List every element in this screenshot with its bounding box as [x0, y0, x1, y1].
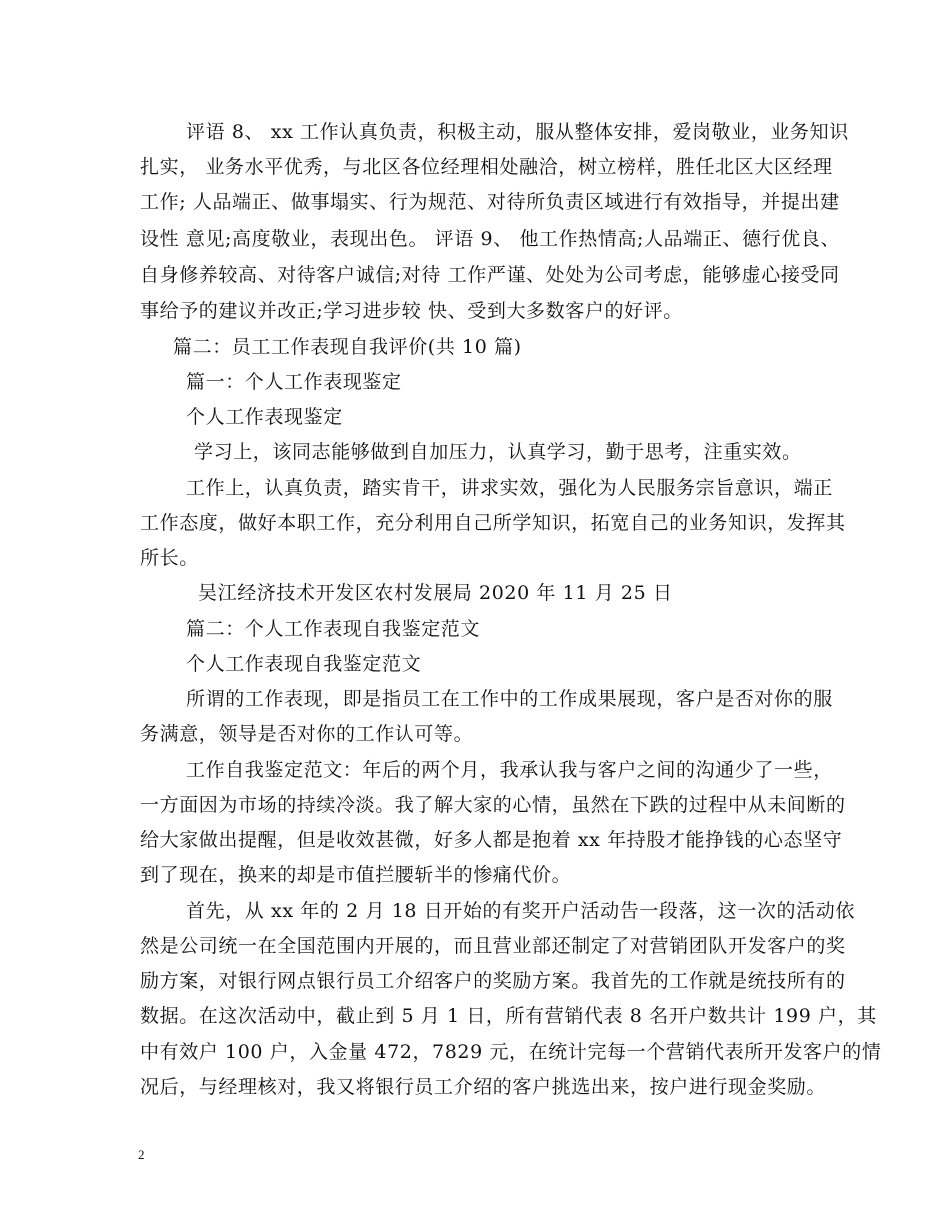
text-line: 然是公司统一在全国范围内开展的，而且营业部还制定了对营销团队开发客户的奖: [140, 935, 846, 957]
text-line: 一方面因为市场的持续冷淡。我了解大家的心情，虽然在下跌的过程中从未间断的: [140, 794, 846, 816]
text-line: 首先，从 xx 年的 2 月 18 日开始的有奖开户活动告一段落，这一次的活动依: [186, 900, 855, 922]
text-line: 事给予的建议并改正;学习进步较 快、受到大多数客户的好评。: [140, 300, 683, 322]
page-number: 2: [138, 1147, 145, 1162]
text-line: 工作; 人品端正、做事塌实、行为规范、对待所负责区域进行有效指导，并提出建: [140, 191, 840, 213]
text-line: 扎实， 业务水平优秀，与北区各位经理相处融洽，树立榜样，胜任北区大区经理: [140, 156, 833, 178]
text-line: 中有效户 100 户，入金量 472，7829 元，在统计完每一个营销代表所开发客户的情: [140, 1041, 882, 1063]
text-line: 学习上，该同志能够做到自加压力，认真学习，勤于思考，注重实效。: [194, 441, 802, 463]
section-heading: 篇二：员工工作表现自我评价(共 10 篇): [173, 336, 522, 358]
text-line: 所谓的工作表现，即是指员工在工作中的工作成果展现，客户是否对你的服: [186, 688, 833, 710]
text-line: 工作上，认真负责，踏实肯干，讲求实效，强化为人民服务宗旨意识，端正: [186, 477, 833, 499]
signature-line: 吴江经济技术开发区农村发展局 2020 年 11 月 25 日: [198, 582, 673, 604]
text-line: 工作自我鉴定范文：年后的两个月，我承认我与客户之间的沟通少了一些，: [186, 759, 833, 781]
text-line: 所长。: [140, 547, 199, 569]
text-line: 务满意，领导是否对你的工作认可等。: [140, 723, 474, 745]
text-line: 数据。在这次活动中，截止到 5 月 1 日，所有营销代表 8 名开户数共计 199 户，其: [140, 1005, 877, 1027]
text-line: 工作态度，做好本职工作，充分利用自己所学知识，拓宽自己的业务知识，发挥其: [140, 512, 846, 534]
text-line: 评语 8、 xx 工作认真负责，积极主动，服从整体安排，爱岗敬业，业务知识: [186, 121, 849, 143]
text-line: 况后，与经理核对，我又将银行员工介绍的客户挑选出来，按户进行现金奖励。: [140, 1076, 827, 1098]
text-line: 给大家做出提醒，但是收效甚微，好多人都是抱着 xx 年持股才能挣钱的心态坚守: [140, 829, 843, 851]
article-title: 个人工作表现自我鉴定范文: [186, 653, 422, 675]
subsection-heading: 篇二：个人工作表现自我鉴定范文: [186, 618, 481, 640]
subsection-heading: 篇一：个人工作表现鉴定: [186, 371, 402, 393]
text-line: 励方案，对银行网点银行员工介绍客户的奖励方案。我首先的工作就是统技所有的: [140, 970, 846, 992]
text-line: 设性 意见;高度敬业，表现出色。 评语 9、 他工作热情高;人品端正、德行优良、: [140, 228, 841, 250]
text-line: 到了现在，换来的却是市值拦腰斩半的惨痛代价。: [140, 864, 572, 886]
article-title: 个人工作表现鉴定: [186, 406, 343, 428]
text-line: 自身修养较高、对待客户诚信;对待 工作严谨、处处为公司考虑，能够虚心接受同: [140, 264, 840, 286]
